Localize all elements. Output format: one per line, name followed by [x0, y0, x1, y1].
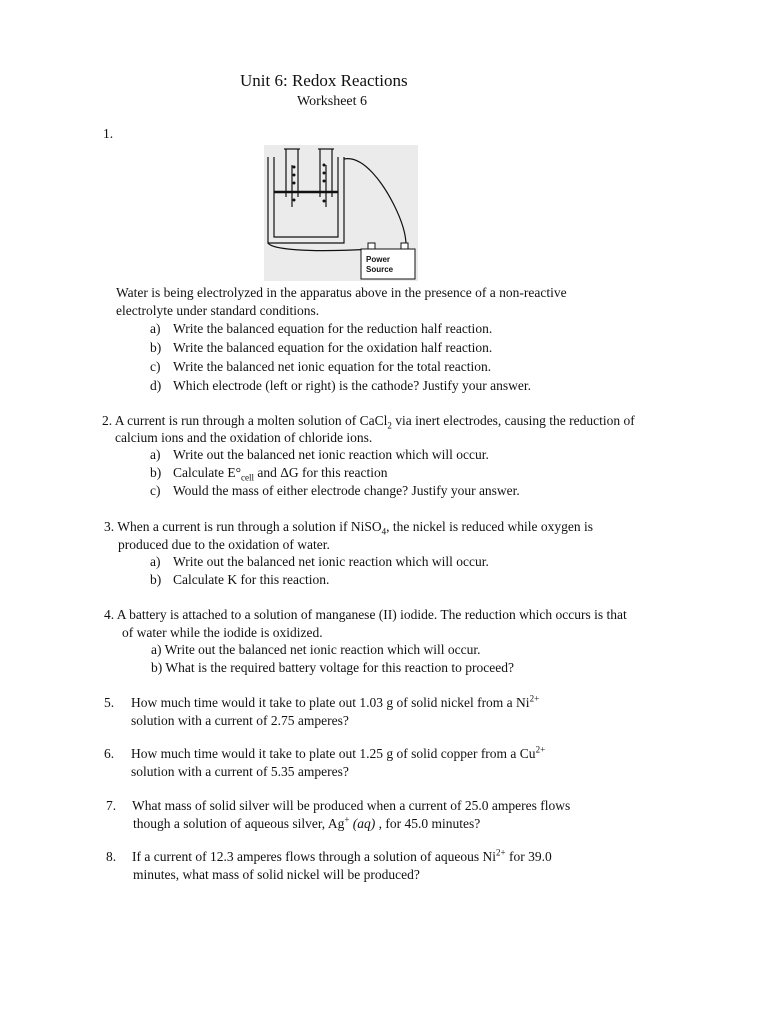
question-6-number: 6. [104, 746, 115, 761]
q3-part-b-text: Calculate K for this reaction. [173, 572, 330, 587]
q1-part-c-letter: c) [150, 359, 161, 374]
question-5-line-1: How much time would it take to plate out 1.03 g of solid nickel from a $Ni^{2+}$ [131, 693, 540, 710]
q1-part-a-letter: a) [150, 321, 161, 336]
q1-part-c-text: Write the balanced net ionic equation for the total reaction. [173, 359, 492, 374]
electrolysis-apparatus-diagram [264, 145, 418, 281]
question-5-line-2: solution with a current of 2.75 amperes? [131, 713, 349, 728]
q1-part-b-text: Write the balanced equation for the oxidation half reaction. [173, 340, 493, 355]
question-6-line-1: How much time would it take to plate out 1.25 g of solid copper from a $Cu^{2+}$ [131, 744, 546, 761]
question-5-number: 5. [104, 695, 115, 710]
q1-part-a-text: Write the balanced equation for the reduction half reaction. [173, 321, 493, 336]
q2-part-a-letter: a) [150, 447, 161, 462]
q2-part-a-text: Write out the balanced net ionic reaction which will occur. [173, 447, 489, 462]
q2-part-c-text: Would the mass of either electrode change? Justify your answer. [173, 483, 520, 498]
q4-part-b: b) What is the required battery voltage for this reaction to proceed? [151, 660, 514, 675]
question-7-line-2: though a solution of aqueous silver, Ag+ (aq) , for 45.0 minutes? [133, 814, 481, 831]
page-subtitle: Worksheet 6 [297, 94, 368, 109]
q3-part-a-text: Write out the balanced net ionic reaction which will occur. [173, 554, 489, 569]
question-3-stem-line-1: 3. When a current is run through a solution if NiSO$_4$, the nickel is reduced while oxygen is [104, 519, 594, 537]
question-7-line-1: What mass of solid silver will be produced when a current of 25.0 amperes flows [132, 798, 571, 813]
q2-part-b-letter: b) [150, 465, 162, 480]
q1-part-d-letter: d) [150, 378, 162, 393]
question-4-stem-line-1: 4. A battery is attached to a solution of manganese (II) iodide. The reduction which occurs is that [104, 607, 627, 622]
question-7-number: 7. [106, 798, 117, 813]
power-source-label-line-2: Source [366, 265, 394, 274]
question-1-stem-line-2: electrolyte under standard conditions. [116, 303, 320, 318]
q1-part-d-text: Which electrode (left or right) is the cathode? Justify your answer. [173, 378, 532, 393]
power-source-label-line-1: Power [366, 255, 391, 264]
q4-part-a: a) Write out the balanced net ionic reaction which will occur. [151, 642, 481, 657]
page-title: Unit 6: Redox Reactions [240, 71, 408, 90]
q3-part-b-letter: b) [150, 572, 162, 587]
question-8-number: 8. [106, 849, 117, 864]
question-2-stem-line-2: calcium ions and the oxidation of chloride ions. [115, 430, 373, 445]
question-8-line-1: If a current of 12.3 amperes flows through a solution of aqueous $Ni^{2+}$ for 39.0 [132, 847, 552, 864]
q2-part-b-text: Calculate $E^\circ_{cell}$ and ΔG for this reaction [173, 465, 388, 483]
question-8-line-2: minutes, what mass of solid nickel will be produced? [133, 867, 420, 882]
q1-part-b-letter: b) [150, 340, 162, 355]
q3-part-a-letter: a) [150, 554, 161, 569]
question-2-stem-line-1: 2. A current is run through a molten solution of CaCl$_2$ via inert electrodes, causing the reduction of [102, 413, 635, 431]
question-6-line-2: solution with a current of 5.35 amperes? [131, 764, 349, 779]
question-1-number: 1. [103, 126, 114, 141]
question-1-stem-line-1: Water is being electrolyzed in the apparatus above in the presence of a non-reactive [116, 285, 567, 300]
question-4-stem-line-2: of water while the iodide is oxidized. [122, 625, 323, 640]
question-3-stem-line-2: produced due to the oxidation of water. [118, 537, 330, 552]
q2-part-c-letter: c) [150, 483, 161, 498]
